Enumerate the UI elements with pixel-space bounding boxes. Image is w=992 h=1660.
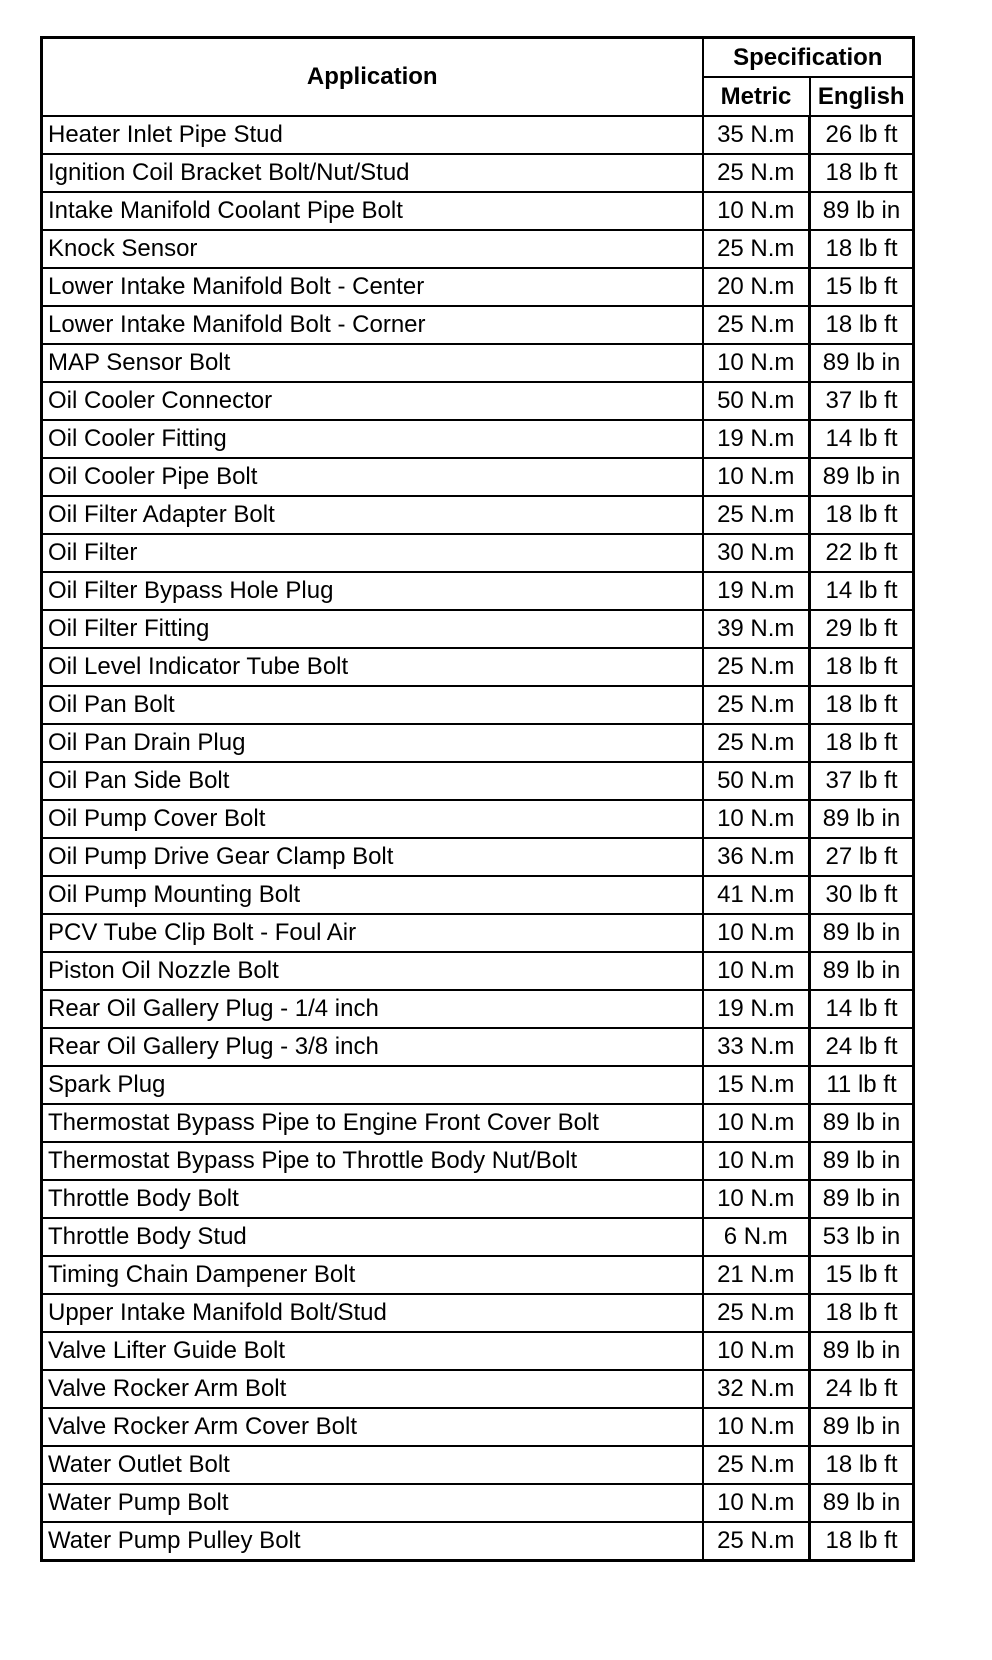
english-value-cell: 18 lb ft <box>810 1522 914 1561</box>
application-cell: MAP Sensor Bolt <box>42 344 703 382</box>
table-row <box>42 1522 914 1561</box>
table-row <box>42 1028 914 1066</box>
application-cell: Oil Filter Fitting <box>42 610 703 648</box>
table-row <box>42 268 914 306</box>
metric-value-cell: 25 N.m <box>703 306 810 344</box>
english-value-cell: 30 lb ft <box>810 876 914 914</box>
table-row <box>42 116 914 154</box>
english-value-cell: 53 lb in <box>810 1218 914 1256</box>
metric-value-cell: 15 N.m <box>703 1066 810 1104</box>
application-cell: Oil Pump Mounting Bolt <box>42 876 703 914</box>
application-cell: Spark Plug <box>42 1066 703 1104</box>
application-cell: Ignition Coil Bracket Bolt/Nut/Stud <box>42 154 703 192</box>
table-row <box>42 1180 914 1218</box>
table-row <box>42 648 914 686</box>
metric-value-cell: 25 N.m <box>703 154 810 192</box>
table-row <box>42 724 914 762</box>
english-value-cell: 14 lb ft <box>810 572 914 610</box>
metric-value-cell: 10 N.m <box>703 458 810 496</box>
metric-value-cell: 10 N.m <box>703 1408 810 1446</box>
english-value-cell: 18 lb ft <box>810 686 914 724</box>
english-value-cell: 89 lb in <box>810 914 914 952</box>
english-value-cell: 18 lb ft <box>810 154 914 192</box>
metric-value-cell: 25 N.m <box>703 230 810 268</box>
metric-value-cell: 35 N.m <box>703 116 810 154</box>
english-column-header: English <box>810 77 914 116</box>
header-row-top <box>42 38 914 78</box>
table-row <box>42 1370 914 1408</box>
metric-value-cell: 25 N.m <box>703 648 810 686</box>
metric-value-cell: 19 N.m <box>703 420 810 458</box>
metric-value-cell: 19 N.m <box>703 990 810 1028</box>
metric-value-cell: 25 N.m <box>703 496 810 534</box>
english-value-cell: 29 lb ft <box>810 610 914 648</box>
english-value-cell: 24 lb ft <box>810 1028 914 1066</box>
application-column-header: Application <box>42 38 703 117</box>
english-value-cell: 89 lb in <box>810 1180 914 1218</box>
table-row <box>42 1408 914 1446</box>
fastener-specification-table <box>40 36 915 1562</box>
table-row <box>42 458 914 496</box>
application-cell: Oil Pan Side Bolt <box>42 762 703 800</box>
metric-value-cell: 33 N.m <box>703 1028 810 1066</box>
metric-value-cell: 10 N.m <box>703 192 810 230</box>
application-cell: Upper Intake Manifold Bolt/Stud <box>42 1294 703 1332</box>
table-row <box>42 192 914 230</box>
metric-value-cell: 25 N.m <box>703 686 810 724</box>
english-value-cell: 18 lb ft <box>810 648 914 686</box>
metric-value-cell: 10 N.m <box>703 800 810 838</box>
application-cell: Oil Filter <box>42 534 703 572</box>
application-cell: PCV Tube Clip Bolt - Foul Air <box>42 914 703 952</box>
english-value-cell: 37 lb ft <box>810 382 914 420</box>
table-row <box>42 1066 914 1104</box>
metric-value-cell: 50 N.m <box>703 762 810 800</box>
table-row <box>42 306 914 344</box>
metric-value-cell: 50 N.m <box>703 382 810 420</box>
metric-value-cell: 10 N.m <box>703 952 810 990</box>
table-row <box>42 914 914 952</box>
table-row <box>42 990 914 1028</box>
english-value-cell: 18 lb ft <box>810 306 914 344</box>
metric-value-cell: 36 N.m <box>703 838 810 876</box>
table-row <box>42 534 914 572</box>
table-row <box>42 1332 914 1370</box>
english-value-cell: 89 lb in <box>810 344 914 382</box>
english-value-cell: 27 lb ft <box>810 838 914 876</box>
table-row <box>42 762 914 800</box>
table-row <box>42 572 914 610</box>
table-row <box>42 800 914 838</box>
application-cell: Heater Inlet Pipe Stud <box>42 116 703 154</box>
table-row <box>42 1218 914 1256</box>
table-row <box>42 876 914 914</box>
english-value-cell: 89 lb in <box>810 1142 914 1180</box>
application-cell: Oil Cooler Pipe Bolt <box>42 458 703 496</box>
metric-value-cell: 30 N.m <box>703 534 810 572</box>
table-row <box>42 1294 914 1332</box>
metric-value-cell: 25 N.m <box>703 1446 810 1484</box>
application-cell: Rear Oil Gallery Plug - 3/8 inch <box>42 1028 703 1066</box>
metric-value-cell: 39 N.m <box>703 610 810 648</box>
application-cell: Throttle Body Stud <box>42 1218 703 1256</box>
application-cell: Water Pump Bolt <box>42 1484 703 1522</box>
english-value-cell: 89 lb in <box>810 1484 914 1522</box>
english-value-cell: 89 lb in <box>810 952 914 990</box>
application-cell: Timing Chain Dampener Bolt <box>42 1256 703 1294</box>
english-value-cell: 89 lb in <box>810 800 914 838</box>
metric-value-cell: 10 N.m <box>703 344 810 382</box>
application-cell: Water Outlet Bolt <box>42 1446 703 1484</box>
application-cell: Rear Oil Gallery Plug - 1/4 inch <box>42 990 703 1028</box>
english-value-cell: 15 lb ft <box>810 1256 914 1294</box>
application-cell: Oil Pump Drive Gear Clamp Bolt <box>42 838 703 876</box>
application-cell: Oil Pan Drain Plug <box>42 724 703 762</box>
application-cell: Oil Filter Bypass Hole Plug <box>42 572 703 610</box>
english-value-cell: 89 lb in <box>810 1332 914 1370</box>
table-row <box>42 382 914 420</box>
table-body <box>42 116 914 1561</box>
table-row <box>42 1256 914 1294</box>
table-row <box>42 230 914 268</box>
english-value-cell: 14 lb ft <box>810 420 914 458</box>
application-cell: Valve Rocker Arm Bolt <box>42 1370 703 1408</box>
application-cell: Lower Intake Manifold Bolt - Corner <box>42 306 703 344</box>
metric-value-cell: 25 N.m <box>703 1294 810 1332</box>
metric-value-cell: 25 N.m <box>703 1522 810 1561</box>
table-row <box>42 344 914 382</box>
english-value-cell: 14 lb ft <box>810 990 914 1028</box>
application-cell: Oil Cooler Connector <box>42 382 703 420</box>
application-cell: Oil Cooler Fitting <box>42 420 703 458</box>
english-value-cell: 89 lb in <box>810 1408 914 1446</box>
metric-value-cell: 41 N.m <box>703 876 810 914</box>
english-value-cell: 18 lb ft <box>810 496 914 534</box>
english-value-cell: 89 lb in <box>810 1104 914 1142</box>
english-value-cell: 18 lb ft <box>810 1294 914 1332</box>
metric-value-cell: 10 N.m <box>703 1332 810 1370</box>
table-row <box>42 1446 914 1484</box>
application-cell: Oil Pump Cover Bolt <box>42 800 703 838</box>
metric-value-cell: 25 N.m <box>703 724 810 762</box>
metric-value-cell: 32 N.m <box>703 1370 810 1408</box>
table-row <box>42 1484 914 1522</box>
application-cell: Thermostat Bypass Pipe to Throttle Body Nut/Bolt <box>42 1142 703 1180</box>
table-header <box>42 38 914 117</box>
english-value-cell: 11 lb ft <box>810 1066 914 1104</box>
table-row <box>42 686 914 724</box>
english-value-cell: 18 lb ft <box>810 230 914 268</box>
english-value-cell: 15 lb ft <box>810 268 914 306</box>
table-row <box>42 1142 914 1180</box>
specification-column-header: Specification <box>703 38 914 78</box>
metric-value-cell: 10 N.m <box>703 914 810 952</box>
english-value-cell: 18 lb ft <box>810 1446 914 1484</box>
application-cell: Valve Lifter Guide Bolt <box>42 1332 703 1370</box>
english-value-cell: 89 lb in <box>810 192 914 230</box>
application-cell: Valve Rocker Arm Cover Bolt <box>42 1408 703 1446</box>
english-value-cell: 89 lb in <box>810 458 914 496</box>
application-cell: Piston Oil Nozzle Bolt <box>42 952 703 990</box>
application-cell: Oil Level Indicator Tube Bolt <box>42 648 703 686</box>
application-cell: Intake Manifold Coolant Pipe Bolt <box>42 192 703 230</box>
application-cell: Knock Sensor <box>42 230 703 268</box>
application-cell: Oil Filter Adapter Bolt <box>42 496 703 534</box>
table-row <box>42 1104 914 1142</box>
table-row <box>42 420 914 458</box>
metric-value-cell: 10 N.m <box>703 1104 810 1142</box>
table-row <box>42 838 914 876</box>
metric-value-cell: 10 N.m <box>703 1180 810 1218</box>
table-row <box>42 154 914 192</box>
english-value-cell: 26 lb ft <box>810 116 914 154</box>
application-cell: Throttle Body Bolt <box>42 1180 703 1218</box>
english-value-cell: 37 lb ft <box>810 762 914 800</box>
metric-value-cell: 21 N.m <box>703 1256 810 1294</box>
metric-column-header: Metric <box>703 77 810 116</box>
application-cell: Oil Pan Bolt <box>42 686 703 724</box>
table-row <box>42 496 914 534</box>
application-cell: Lower Intake Manifold Bolt - Center <box>42 268 703 306</box>
table-row <box>42 952 914 990</box>
metric-value-cell: 6 N.m <box>703 1218 810 1256</box>
application-cell: Water Pump Pulley Bolt <box>42 1522 703 1561</box>
english-value-cell: 22 lb ft <box>810 534 914 572</box>
application-cell: Thermostat Bypass Pipe to Engine Front Cover Bolt <box>42 1104 703 1142</box>
metric-value-cell: 20 N.m <box>703 268 810 306</box>
english-value-cell: 24 lb ft <box>810 1370 914 1408</box>
english-value-cell: 18 lb ft <box>810 724 914 762</box>
table-row <box>42 610 914 648</box>
metric-value-cell: 10 N.m <box>703 1484 810 1522</box>
metric-value-cell: 19 N.m <box>703 572 810 610</box>
metric-value-cell: 10 N.m <box>703 1142 810 1180</box>
